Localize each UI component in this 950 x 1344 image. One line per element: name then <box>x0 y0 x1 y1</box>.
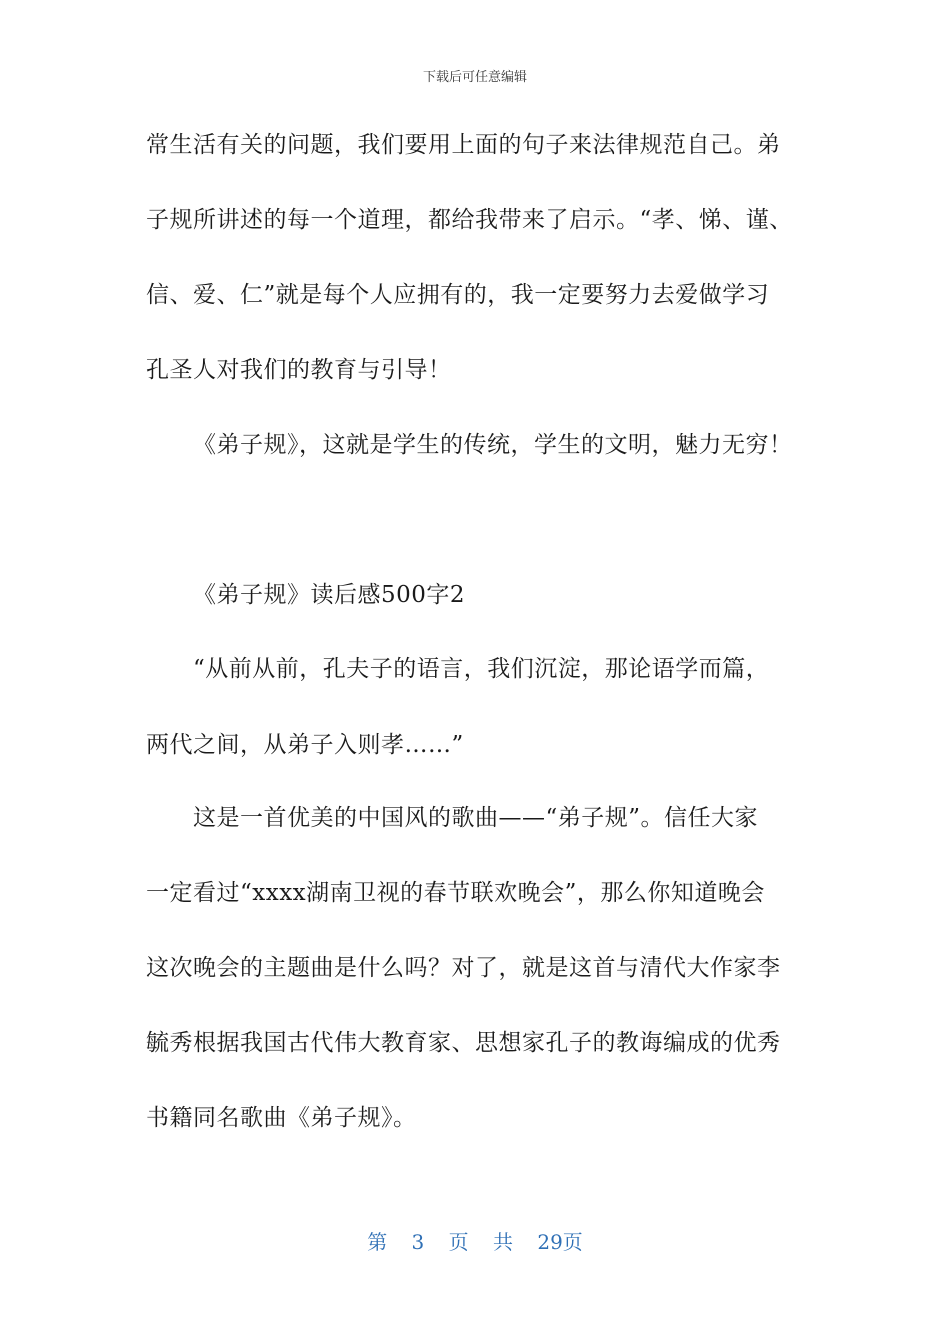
section-heading: 《弟子规》读后感500字2 <box>193 582 466 608</box>
text-line-7: “从前从前，孔夫子的语言，我们沉淀，那论语学而篇， <box>193 656 770 682</box>
text-line-3: 信、爱、仁”就是每个人应拥有的，我一定要努力去爱做学习 <box>146 282 770 308</box>
text-line-2: 子规所讲述的每一个道理，都给我带来了启示。“孝、悌、谨、 <box>146 207 793 233</box>
footer-label-page: 第 <box>367 1230 388 1254</box>
footer-current-page: 3 <box>411 1230 425 1254</box>
text-line-13: 书籍同名歌曲《弟子规》。 <box>146 1105 417 1131</box>
text-line-4: 孔圣人对我们的教育与引导！ <box>146 357 452 383</box>
footer-label-total: 共 <box>493 1230 513 1254</box>
footer-total-pages: 29页 <box>537 1230 583 1254</box>
text-line-12: 毓秀根据我国古代伟大教育家、思想家孔子的教诲编成的优秀 <box>146 1030 781 1056</box>
text-line-9: 这是一首优美的中国风的歌曲——“弟子规”。信任大家 <box>193 805 759 831</box>
page-footer <box>0 1226 950 1255</box>
header-note: 下载后可任意编辑 <box>422 70 527 85</box>
text-line-8: 两代之间，从弟子入则孝……” <box>146 732 464 758</box>
text-line-11: 这次晚会的主题曲是什么吗？对了，就是这首与清代大作家李 <box>146 955 781 981</box>
text-line-1: 常生活有关的问题，我们要用上面的句子来法律规范自己。弟 <box>146 132 781 158</box>
footer-label-unit: 页 <box>448 1230 469 1254</box>
text-line-10: 一定看过“xxxx湖南卫视的春节联欢晚会”，那么你知道晚会 <box>146 880 765 906</box>
text-line-5: 《弟子规》，这就是学生的传统，学生的文明，魅力无穷！ <box>193 432 793 458</box>
